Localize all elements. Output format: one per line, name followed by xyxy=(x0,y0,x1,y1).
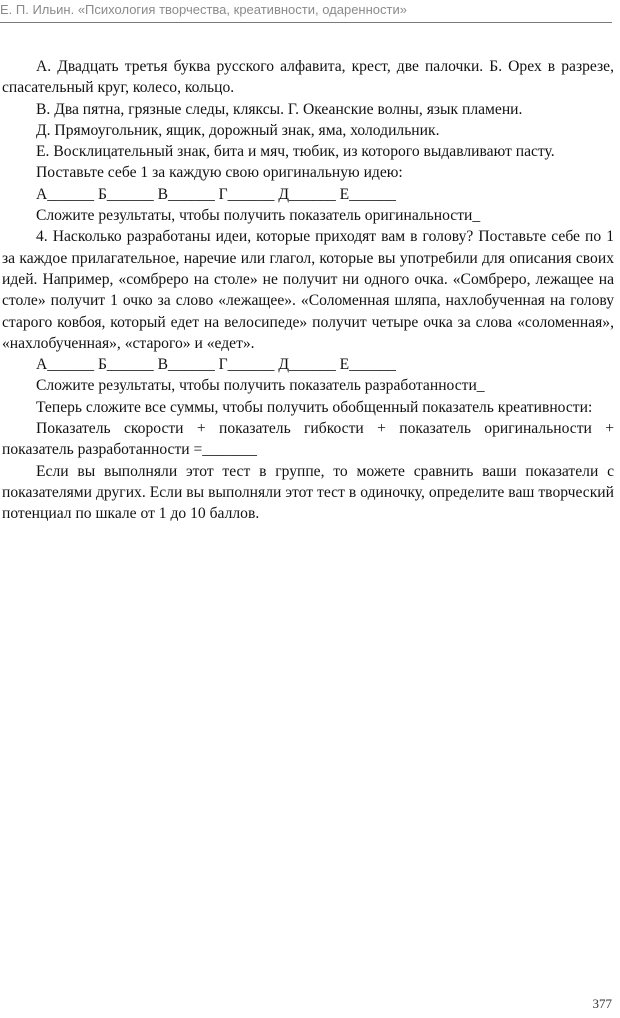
total-creativity-instruction: Теперь сложите все суммы, чтобы получить обобщенный показатель креативности: xyxy=(36,398,593,416)
originality-instruction: Поставьте себе 1 за каждую свою оригинальную идею: xyxy=(36,164,403,182)
page-body xyxy=(2,56,614,525)
total-creativity-formula: Показатель скорости + показатель гибкости + показатель оригинальности + показатель разработанности =_______ xyxy=(2,420,614,459)
answer-paragraph-a-b: А. Двадцать третья буква русского алфавита, крест, две палочки. Б. Орех в разрезе, спасательный круг, колесо, кольцо. xyxy=(2,58,614,97)
originality-sum-line: Сложите результаты, чтобы получить показатель оригинальности_ xyxy=(36,207,481,225)
answer-paragraph-v-g: В. Два пятна, грязные следы, кляксы. Г. Океанские волны, язык пламени. xyxy=(36,100,523,118)
comparison-paragraph: Если вы выполняли этот тест в группе, то можете сравнить ваши показатели с показателями других. Если вы выполняли этот тест в одиночку, определите ваш творческий потенциал по шкале от 1 до 10 баллов. xyxy=(2,462,614,523)
elaboration-question: 4. Насколько разработаны идеи, которые приходят вам в голову? Поставьте себе по 1 за каждое прилагательное, наречие или глагол, которые вы употребили для описания своих идей. Например, «сомбреро на столе» не получит ни одного очка. «Сомбреро, лежащее на столе» получит 1 очко за слово «лежащее». «Соломенная шляпа, нахлобученная на голову старого ковбоя, который едет на велосипеде» получит четыре очка за слова «соломенная», «нахлобученная», «старого» и «едет». xyxy=(2,228,614,352)
elaboration-score-blanks: А______ Б______ В______ Г______ Д______ Е______ xyxy=(36,356,396,374)
answer-paragraph-d: Д. Прямоугольник, ящик, дорожный знак, яма, холодильник. xyxy=(36,121,440,139)
page-number: 377 xyxy=(592,996,612,1011)
running-header: Е. П. Ильин. «Психология творчества, креативности, одаренности» xyxy=(0,0,612,23)
elaboration-sum-line: Сложите результаты, чтобы получить показатель разработанности_ xyxy=(36,377,485,395)
originality-score-blanks: А______ Б______ В______ Г______ Д______ Е______ xyxy=(36,185,396,203)
answer-paragraph-e: Е. Восклицательный знак, бита и мяч, тюбик, из которого выдавливают пасту. xyxy=(36,143,555,161)
